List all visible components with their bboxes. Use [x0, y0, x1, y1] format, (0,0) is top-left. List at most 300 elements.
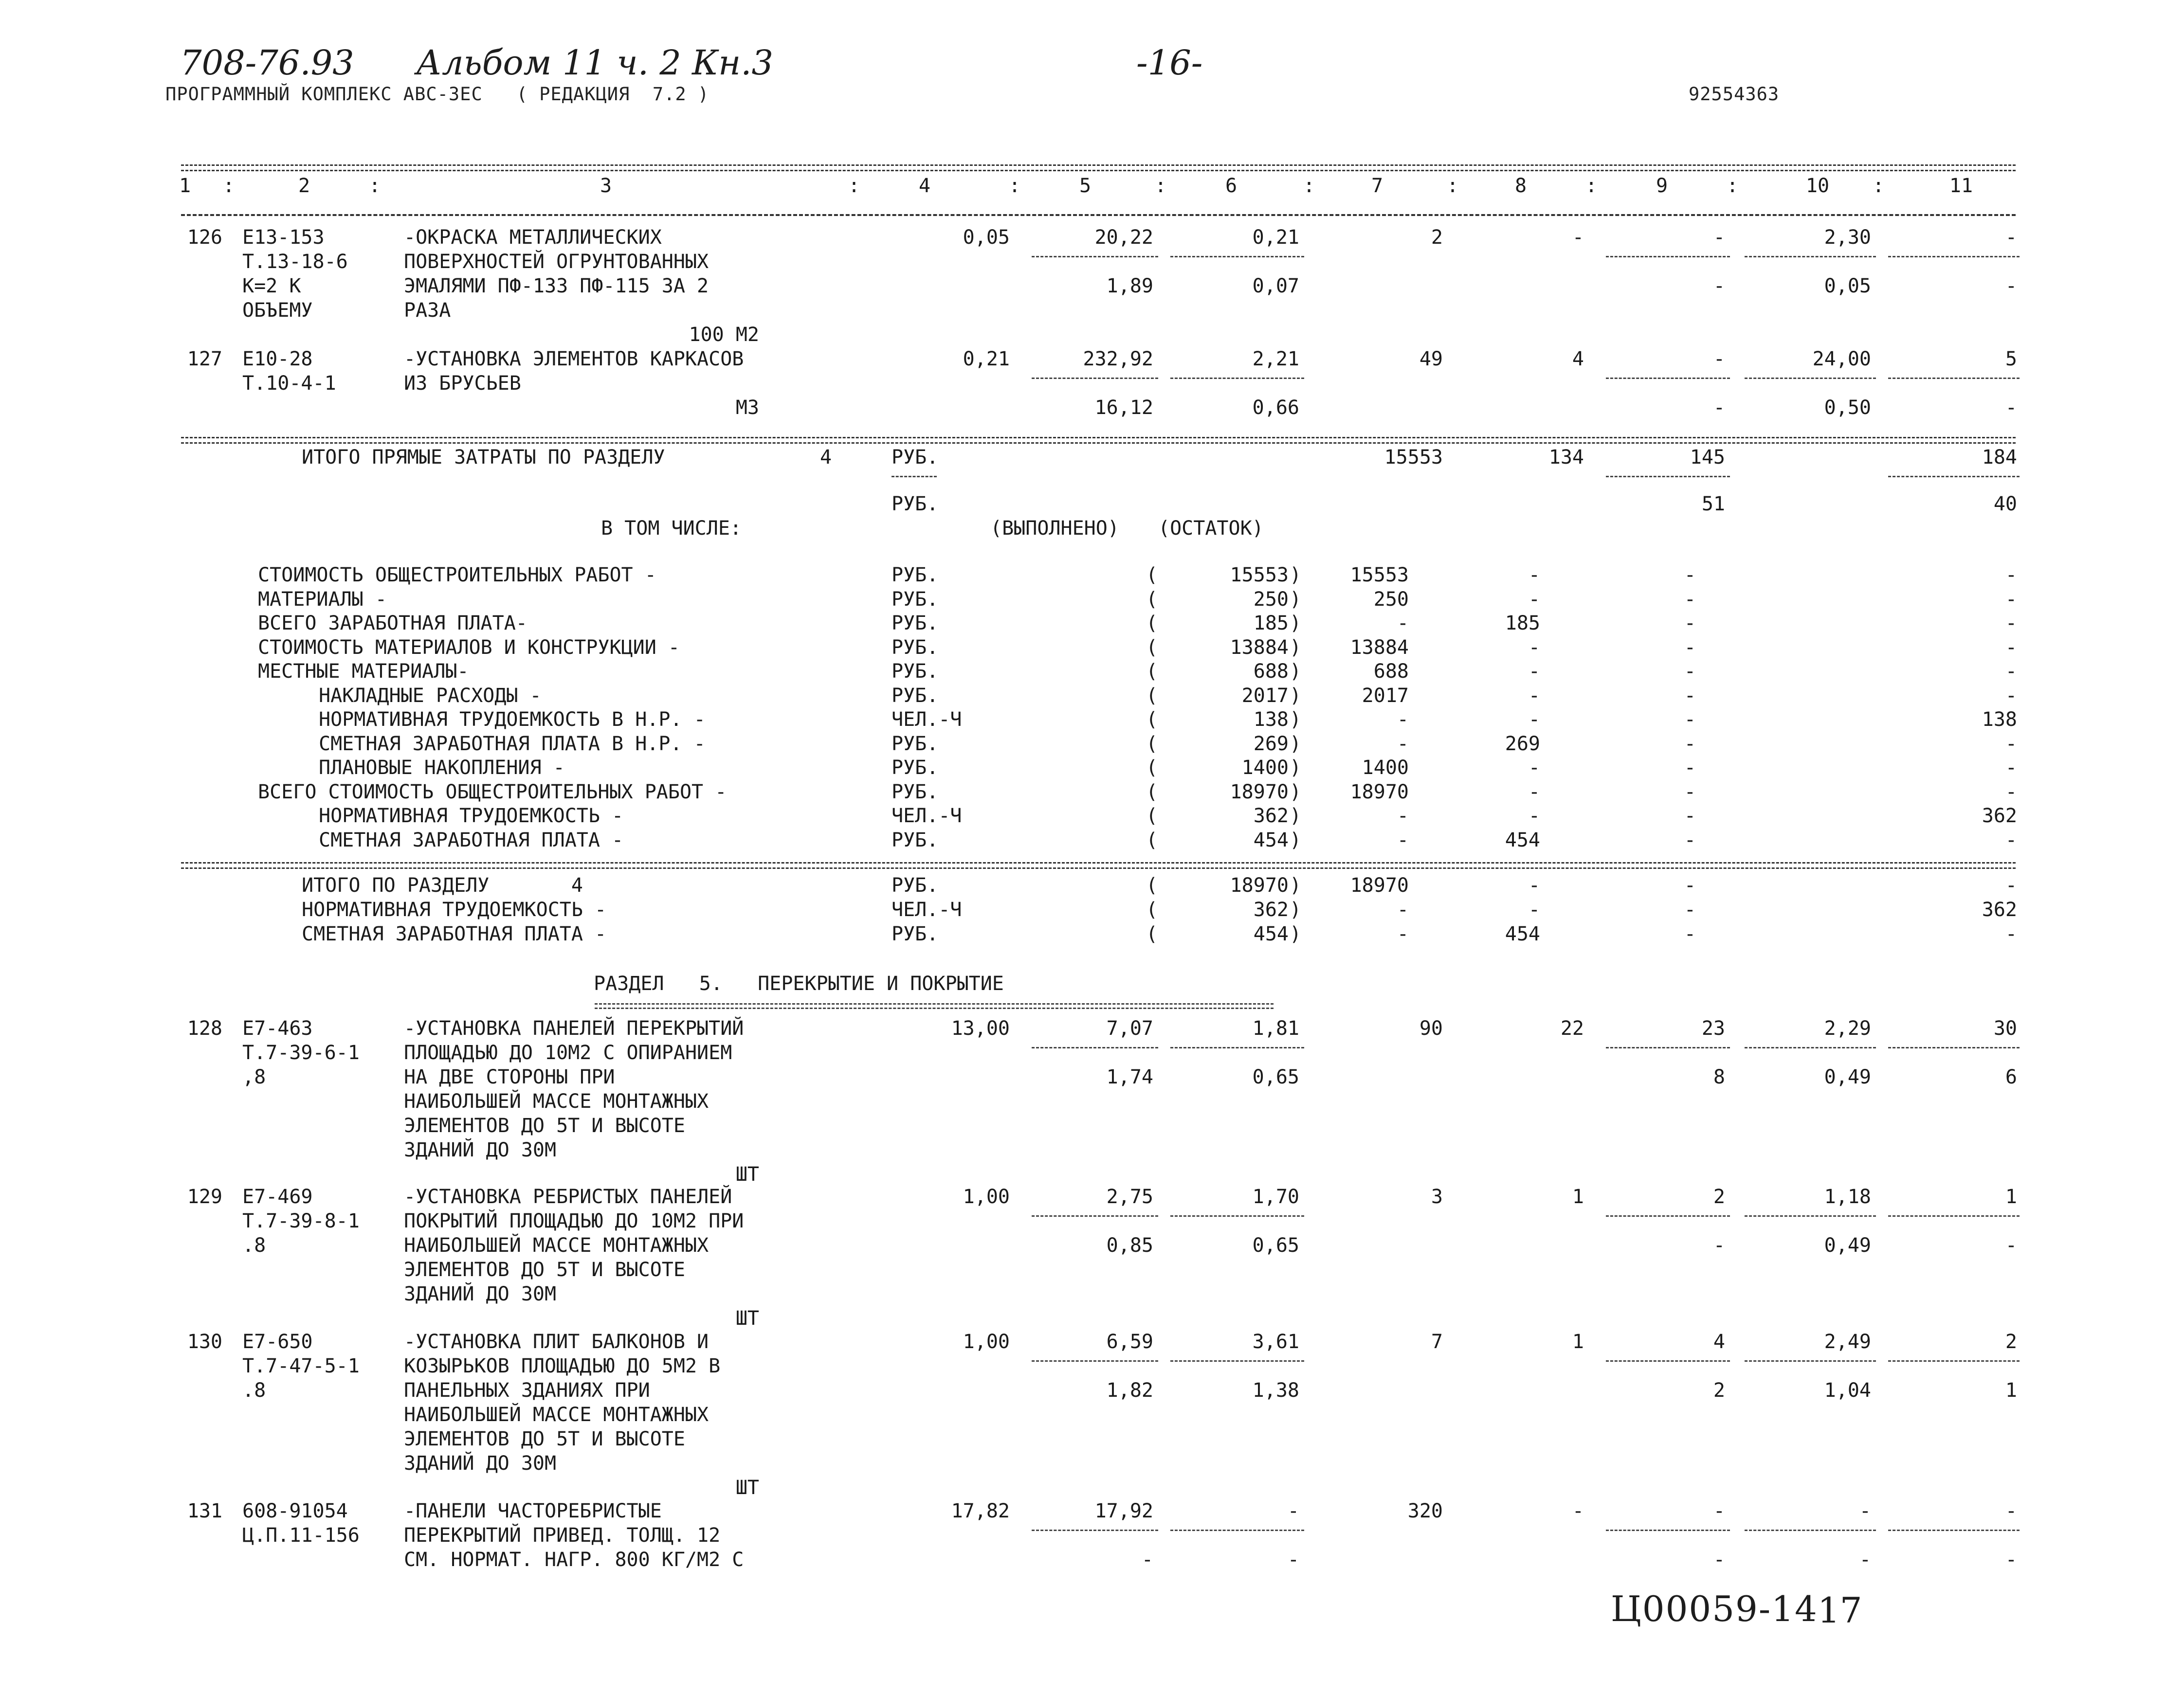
section4-total-paren-value: 362	[1253, 899, 1289, 921]
item-129-description-line: НАИБОЛЬШЕЙ МАССЕ МОНТАЖНЫХ	[404, 1234, 709, 1257]
breakdown-paren-close: )	[1290, 564, 1302, 586]
breakdown-col7: 15553	[1350, 564, 1409, 586]
item-131-col5-b: -	[1141, 1549, 1153, 1571]
breakdown-paren-open: (	[1146, 588, 1158, 611]
section-total-col9: 145	[1690, 446, 1725, 469]
item-129-description-line: -УСТАНОВКА РЕБРИСТЫХ ПАНЕЛЕЙ	[404, 1186, 732, 1208]
breakdown-unit: РУБ.	[892, 829, 939, 851]
breakdown-paren-value: 454	[1253, 829, 1289, 851]
item-126-col9-b: -	[1713, 275, 1725, 297]
breakdown-col8: 269	[1505, 732, 1540, 755]
item-131-col9-b: -	[1713, 1549, 1725, 1571]
breakdown-paren-value: 269	[1253, 732, 1289, 755]
item-128-subtotal-divider	[1888, 1047, 2020, 1048]
breakdown-col11: -	[2005, 684, 2017, 707]
item-127-description-line: -УСТАНОВКА ЭЛЕМЕНТОВ КАРКАСОВ	[404, 348, 744, 370]
item-126-description-line: ЭМАЛЯМИ ПФ-133 ПФ-115 ЗА 2	[404, 275, 709, 297]
section4-total-col7: -	[1397, 899, 1409, 921]
item-126-col9-a: -	[1713, 226, 1725, 249]
item-131-col6-b: -	[1287, 1549, 1299, 1571]
item-131-col9-a: -	[1713, 1500, 1725, 1522]
breakdown-col7: 2017	[1362, 684, 1409, 707]
item-131-code-line: Ц.П.11-156	[242, 1524, 360, 1547]
breakdown-col8: -	[1528, 684, 1540, 707]
breakdown-label: МАТЕРИАЛЫ -	[258, 588, 387, 611]
breakdown-col9: -	[1684, 636, 1696, 659]
breakdown-unit: ЧЕЛ.-Ч	[892, 805, 962, 827]
item-129-col8: 1	[1572, 1186, 1584, 1208]
item-128-subtotal-divider	[1745, 1047, 1876, 1048]
column-header-1: 1	[179, 175, 191, 197]
item-126-col11-b: -	[2005, 275, 2017, 297]
item-128-col7: 90	[1419, 1017, 1443, 1040]
breakdown-paren-value: 2017	[1241, 684, 1289, 707]
breakdown-col9: -	[1684, 708, 1696, 731]
item-126-col7: 2	[1431, 226, 1443, 249]
breakdown-label: СМЕТНАЯ ЗАРАБОТНАЯ ПЛАТА -	[319, 829, 624, 851]
breakdown-col8: -	[1528, 708, 1540, 731]
item-128-col6-a: 1,81	[1252, 1017, 1299, 1040]
breakdown-col11: -	[2005, 612, 2017, 634]
section-total-unit-2: РУБ.	[892, 493, 939, 515]
breakdown-paren-open: (	[1146, 780, 1158, 803]
item-130-code-line: Е7-650	[242, 1331, 313, 1353]
item-127-col6-a: 2,21	[1252, 348, 1299, 370]
breakdown-col7: 13884	[1350, 636, 1409, 659]
breakdown-paren-value: 688	[1253, 660, 1289, 683]
item-130-description-line: ЗДАНИЙ ДО 30М	[404, 1452, 557, 1475]
item-131-subtotal-divider	[1032, 1530, 1158, 1531]
breakdown-paren-value: 362	[1253, 805, 1289, 827]
breakdown-paren-close: )	[1290, 757, 1302, 779]
item-126-col11-a: -	[2005, 226, 2017, 249]
table-top-rule	[181, 164, 2016, 171]
item-126-subtotal-divider	[1032, 256, 1158, 257]
item-127-code-line: Е10-28	[242, 348, 313, 370]
column-separator: :	[1585, 175, 1598, 197]
breakdown-paren-value: 1400	[1241, 757, 1289, 779]
item-130-col5-a: 6,59	[1106, 1331, 1153, 1353]
item-128-description-line: ЭЛЕМЕНТОВ ДО 5Т И ВЫСОТЕ	[404, 1115, 685, 1137]
item-131-col7: 320	[1407, 1500, 1443, 1522]
breakdown-col11: 138	[1982, 708, 2017, 731]
breakdown-col8: -	[1528, 757, 1540, 779]
item-128-quantity: 13,00	[951, 1017, 1010, 1040]
item-129-col9-b: -	[1713, 1234, 1725, 1257]
section-total-col8: 134	[1548, 446, 1584, 469]
breakdown-paren-close: )	[1290, 805, 1302, 827]
breakdown-paren-value: 15553	[1230, 564, 1289, 586]
breakdown-label: СМЕТНАЯ ЗАРАБОТНАЯ ПЛАТА В Н.Р. -	[319, 732, 706, 755]
column-header-9: 9	[1656, 175, 1668, 197]
item-130-code-line: .8	[242, 1379, 266, 1402]
item-126-unit: 100 М2	[689, 324, 759, 346]
section4-total-paren-open: (	[1146, 874, 1158, 897]
document-stamp: Ц00059-14	[1611, 1588, 1818, 1629]
item-130-col10-a: 2,49	[1824, 1331, 1871, 1353]
rest-label: (ОСТАТОК)	[1158, 517, 1264, 540]
item-129-col5-a: 2,75	[1106, 1186, 1153, 1208]
breakdown-col11: -	[2005, 588, 2017, 611]
item-127-col11-a: 5	[2005, 348, 2017, 370]
item-128-col10-a: 2,29	[1824, 1017, 1871, 1040]
item-128-code-line: ,8	[242, 1066, 266, 1088]
item-129-col6-a: 1,70	[1252, 1186, 1299, 1208]
breakdown-paren-close: )	[1290, 708, 1302, 731]
item-127-col11-b: -	[2005, 397, 2017, 419]
column-header-6: 6	[1225, 175, 1238, 197]
item-128-col8: 22	[1560, 1017, 1584, 1040]
breakdown-col9: -	[1684, 660, 1696, 683]
section4-total-paren-value: 454	[1253, 923, 1289, 945]
item-129-col10-b: 0,49	[1824, 1234, 1871, 1257]
item-128-col10-b: 0,49	[1824, 1066, 1871, 1088]
breakdown-col9: -	[1684, 805, 1696, 827]
section-total-col11-b: 40	[1993, 493, 2017, 515]
item-130-subtotal-divider	[1745, 1360, 1876, 1362]
item-130-subtotal-divider	[1032, 1360, 1158, 1362]
item-129-subtotal-divider	[1606, 1215, 1730, 1217]
column-separator: :	[1446, 175, 1459, 197]
breakdown-unit: РУБ.	[892, 757, 939, 779]
item-130-col6-a: 3,61	[1252, 1331, 1299, 1353]
item-131-subtotal-divider	[1888, 1530, 2020, 1531]
item-126-col6-b: 0,07	[1252, 275, 1299, 297]
breakdown-label: НАКЛАДНЫЕ РАСХОДЫ -	[319, 684, 542, 707]
item-129-subtotal-divider	[1745, 1215, 1876, 1217]
column-separator: :	[1008, 175, 1021, 197]
item-131-subtotal-divider	[1170, 1530, 1304, 1531]
breakdown-col8: 185	[1505, 612, 1540, 634]
breakdown-paren-value: 138	[1253, 708, 1289, 731]
item-128-subtotal-divider	[1606, 1047, 1730, 1048]
breakdown-paren-value: 13884	[1230, 636, 1289, 659]
item-126-col10-b: 0,05	[1824, 275, 1871, 297]
item-127-subtotal-divider	[1606, 378, 1730, 379]
breakdown-col9: -	[1684, 732, 1696, 755]
item-129-quantity: 1,00	[963, 1186, 1010, 1208]
column-separator: :	[368, 175, 381, 197]
section4-total-label: СМЕТНАЯ ЗАРАБОТНАЯ ПЛАТА -	[302, 923, 607, 945]
section4-total-paren-close: )	[1290, 923, 1302, 945]
section4-total-label: НОРМАТИВНАЯ ТРУДОЕМКОСТЬ -	[302, 899, 607, 921]
item-126-description-line: РАЗА	[404, 299, 451, 322]
breakdown-col8: 454	[1505, 829, 1540, 851]
album-title: Альбом 11 ч. 2 Кн.3	[416, 43, 774, 83]
item-127-col8: 4	[1572, 348, 1584, 370]
item-127-number: 127	[187, 348, 222, 370]
item-130-subtotal-divider	[1170, 1360, 1304, 1362]
item-128-subtotal-divider	[1170, 1047, 1304, 1048]
breakdown-paren-close: )	[1290, 612, 1302, 634]
item-127-col10-b: 0,50	[1824, 397, 1871, 419]
section4-total-col11: -	[2005, 874, 2017, 897]
item-130-col6-b: 1,38	[1252, 1379, 1299, 1402]
breakdown-paren-close: )	[1290, 780, 1302, 803]
section-total-divider	[1888, 476, 2020, 477]
item-126-quantity: 0,05	[963, 226, 1010, 249]
breakdown-unit: РУБ.	[892, 660, 939, 683]
item-127-col5-b: 16,12	[1094, 397, 1153, 419]
breakdown-col9: -	[1684, 564, 1696, 586]
item-130-col5-b: 1,82	[1106, 1379, 1153, 1402]
item-127-subtotal-divider	[1032, 378, 1158, 379]
item-129-description-line: ЭЛЕМЕНТОВ ДО 5Т И ВЫСОТЕ	[404, 1259, 685, 1281]
page-marker: -16-	[1136, 43, 1203, 83]
document-number: 92554363	[1689, 84, 1780, 105]
section4-total-col8: -	[1528, 899, 1540, 921]
breakdown-paren-value: 18970	[1230, 780, 1289, 803]
item-130-description-line: КОЗЫРЬКОВ ПЛОЩАДЬЮ ДО 5М2 В	[404, 1355, 721, 1377]
item-130-subtotal-divider	[1888, 1360, 2020, 1362]
section-total-col11: 184	[1982, 446, 2017, 469]
item-131-col10-b: -	[1859, 1549, 1871, 1571]
breakdown-paren-open: (	[1146, 757, 1158, 779]
column-header-8: 8	[1514, 175, 1527, 197]
section4-total-col11: -	[2005, 923, 2017, 945]
section4-total-paren-open: (	[1146, 899, 1158, 921]
section4-total-paren-close: )	[1290, 899, 1302, 921]
breakdown-col11: -	[2005, 780, 2017, 803]
item-128-description-line: ПЛОЩАДЬЮ ДО 10М2 С ОПИРАНИЕМ	[404, 1042, 732, 1064]
item-130-subtotal-divider	[1606, 1360, 1730, 1362]
breakdown-unit: ЧЕЛ.-Ч	[892, 708, 962, 731]
breakdown-label: НОРМАТИВНАЯ ТРУДОЕМКОСТЬ -	[319, 805, 624, 827]
item-127-col9-a: -	[1713, 348, 1725, 370]
column-header-3: 3	[600, 175, 612, 197]
item-128-number: 128	[187, 1017, 222, 1040]
item-129-col11-b: -	[2005, 1234, 2017, 1257]
section-total-number: 4	[820, 446, 832, 469]
breakdown-col8: -	[1528, 588, 1540, 611]
column-header-rule	[181, 214, 2016, 216]
breakdown-col11: -	[2005, 829, 2017, 851]
breakdown-paren-open: (	[1146, 660, 1158, 683]
item-129-description-line: ПОКРЫТИЙ ПЛОЩАДЬЮ ДО 10М2 ПРИ	[404, 1210, 744, 1232]
section4-total-unit: ЧЕЛ.-Ч	[892, 899, 962, 921]
item-128-unit: ШТ	[735, 1163, 759, 1186]
breakdown-label: ПЛАНОВЫЕ НАКОПЛЕНИЯ -	[319, 757, 565, 779]
item-127-description-line: ИЗ БРУСЬЕВ	[404, 372, 521, 395]
item-130-col9-a: 4	[1713, 1331, 1725, 1353]
column-header-11: 11	[1949, 175, 1973, 197]
item-126-subtotal-divider	[1888, 256, 2020, 257]
breakdown-paren-close: )	[1290, 732, 1302, 755]
breakdown-col9: -	[1684, 684, 1696, 707]
item-126-number: 126	[187, 226, 222, 249]
item-129-col7: 3	[1431, 1186, 1443, 1208]
breakdown-label: СТОИМОСТЬ ОБЩЕСТРОИТЕЛЬНЫХ РАБОТ -	[258, 564, 656, 586]
breakdown-paren-open: (	[1146, 612, 1158, 634]
section4-total-unit: РУБ.	[892, 923, 939, 945]
item-127-subtotal-divider	[1888, 378, 2020, 379]
item-126-code-line: К=2 К	[242, 275, 301, 297]
item-131-col8: -	[1572, 1500, 1584, 1522]
item-126-code-line: Т.13-18-6	[242, 251, 348, 273]
breakdown-col11: -	[2005, 636, 2017, 659]
column-separator: :	[1726, 175, 1739, 197]
breakdown-col9: -	[1684, 829, 1696, 851]
breakdown-col8: -	[1528, 780, 1540, 803]
item-131-description-line: -ПАНЕЛИ ЧАСТОРЕБРИСТЫЕ	[404, 1500, 662, 1522]
breakdown-paren-open: (	[1146, 636, 1158, 659]
breakdown-col7: 688	[1373, 660, 1409, 683]
item-126-code-line: Е13-153	[242, 226, 325, 249]
breakdown-col11: -	[2005, 732, 2017, 755]
breakdown-col7: 250	[1373, 588, 1409, 611]
sheet-number: 17	[1818, 1590, 1862, 1631]
breakdown-label: ВСЕГО ЗАРАБОТНАЯ ПЛАТА-	[258, 612, 528, 634]
item-130-unit: ШТ	[735, 1477, 759, 1499]
item-128-col11-a: 30	[1993, 1017, 2017, 1040]
section4-total-col9: -	[1684, 923, 1696, 945]
item-130-description-line: НАИБОЛЬШЕЙ МАССЕ МОНТАЖНЫХ	[404, 1404, 709, 1426]
section4-total-col7: 18970	[1350, 874, 1409, 897]
breakdown-paren-close: )	[1290, 660, 1302, 683]
breakdown-col11: -	[2005, 564, 2017, 586]
section4-total-col8: 454	[1505, 923, 1540, 945]
item-130-col7: 7	[1431, 1331, 1443, 1353]
item-128-col5-a: 7,07	[1106, 1017, 1153, 1040]
item-129-code-line: Т.7-39-8-1	[242, 1210, 360, 1232]
column-separator: :	[1872, 175, 1885, 197]
breakdown-col9: -	[1684, 780, 1696, 803]
breakdown-col7: -	[1397, 612, 1409, 634]
breakdown-paren-value: 250	[1253, 588, 1289, 611]
item-128-col6-b: 0,65	[1252, 1066, 1299, 1088]
breakdown-col8: -	[1528, 660, 1540, 683]
item-130-code-line: Т.7-47-5-1	[242, 1355, 360, 1377]
item-127-col7: 49	[1419, 348, 1443, 370]
item-130-col11-a: 2	[2005, 1331, 2017, 1353]
section4-total-col11: 362	[1982, 899, 2017, 921]
breakdown-col8: -	[1528, 564, 1540, 586]
column-separator: :	[1154, 175, 1167, 197]
item-130-quantity: 1,00	[963, 1331, 1010, 1353]
section-total-divider	[1606, 476, 1730, 477]
section4-total-col8: -	[1528, 874, 1540, 897]
section4-total-unit: РУБ.	[892, 874, 939, 897]
column-separator: :	[1303, 175, 1315, 197]
item-129-col10-a: 1,18	[1824, 1186, 1871, 1208]
breakdown-end-rule	[181, 862, 2016, 869]
item-130-col10-b: 1,04	[1824, 1379, 1871, 1402]
item-130-col11-b: 1	[2005, 1379, 2017, 1402]
breakdown-unit: РУБ.	[892, 732, 939, 755]
item-127-subtotal-divider	[1745, 378, 1876, 379]
breakdown-paren-close: )	[1290, 588, 1302, 611]
section-total-divider	[892, 476, 937, 477]
breakdown-col11: -	[2005, 660, 2017, 683]
album-code: 708-76.93	[180, 43, 354, 83]
item-128-code-line: Т.7-39-6-1	[242, 1042, 360, 1064]
breakdown-col7: 1400	[1362, 757, 1409, 779]
breakdown-col7: -	[1397, 708, 1409, 731]
item-127-col6-b: 0,66	[1252, 397, 1299, 419]
breakdown-col7: 18970	[1350, 780, 1409, 803]
item-126-col6-a: 0,21	[1252, 226, 1299, 249]
section4-total-col9: -	[1684, 899, 1696, 921]
section-total-rule	[181, 437, 2016, 444]
item-131-description-line: ПЕРЕКРЫТИЙ ПРИВЕД. ТОЛЩ. 12	[404, 1524, 721, 1547]
program-line: ПРОГРАММНЫЙ КОМПЛЕКС АВС-3ЕС ( РЕДАКЦИЯ 7.2 )	[165, 84, 710, 105]
item-126-col10-a: 2,30	[1824, 226, 1871, 249]
section-total-col7: 15553	[1384, 446, 1443, 469]
item-129-description-line: ЗДАНИЙ ДО 30М	[404, 1283, 557, 1305]
breakdown-label: НОРМАТИВНАЯ ТРУДОЕМКОСТЬ В Н.Р. -	[319, 708, 706, 731]
item-130-description-line: -УСТАНОВКА ПЛИТ БАЛКОНОВ И	[404, 1331, 709, 1353]
item-131-col6-a: -	[1287, 1500, 1299, 1522]
item-127-col5-a: 232,92	[1083, 348, 1153, 370]
section-5-title-underline	[595, 1003, 1274, 1005]
item-131-code-line: 608-91054	[242, 1500, 348, 1522]
item-128-col9-b: 8	[1713, 1066, 1725, 1088]
item-131-number: 131	[187, 1500, 222, 1522]
item-128-description-line: НА ДВЕ СТОРОНЫ ПРИ	[404, 1066, 615, 1088]
column-header-4: 4	[918, 175, 931, 197]
breakdown-paren-open: (	[1146, 564, 1158, 586]
column-header-7: 7	[1371, 175, 1383, 197]
section4-total-col9: -	[1684, 874, 1696, 897]
item-126-code-line: ОБЪЕМУ	[242, 299, 313, 322]
item-126-subtotal-divider	[1606, 256, 1730, 257]
breakdown-col7: -	[1397, 829, 1409, 851]
item-129-unit: ШТ	[735, 1307, 759, 1330]
breakdown-col11: -	[2005, 757, 2017, 779]
column-header-10: 10	[1805, 175, 1830, 197]
item-129-subtotal-divider	[1170, 1215, 1304, 1217]
column-header-2: 2	[298, 175, 310, 197]
item-129-col9-a: 2	[1713, 1186, 1725, 1208]
breakdown-label: МЕСТНЫЕ МАТЕРИАЛЫ-	[258, 660, 469, 683]
item-131-subtotal-divider	[1745, 1530, 1876, 1531]
item-131-col5-a: 17,92	[1094, 1500, 1153, 1522]
breakdown-paren-value: 185	[1253, 612, 1289, 634]
item-127-col9-b: -	[1713, 397, 1725, 419]
item-130-col9-b: 2	[1713, 1379, 1725, 1402]
breakdown-paren-close: )	[1290, 636, 1302, 659]
breakdown-unit: РУБ.	[892, 612, 939, 634]
column-separator: :	[222, 175, 235, 197]
item-131-col10-a: -	[1859, 1500, 1871, 1522]
breakdown-unit: РУБ.	[892, 564, 939, 586]
section-total-label: ИТОГО ПРЯМЫЕ ЗАТРАТЫ ПО РАЗДЕЛУ	[302, 446, 665, 469]
item-127-col10-a: 24,00	[1812, 348, 1871, 370]
item-129-col6-b: 0,65	[1252, 1234, 1299, 1257]
item-131-col11-b: -	[2005, 1549, 2017, 1571]
item-126-col5-b: 1,89	[1106, 275, 1153, 297]
item-126-col8: -	[1572, 226, 1584, 249]
breakdown-paren-open: (	[1146, 708, 1158, 731]
column-header-5: 5	[1079, 175, 1092, 197]
item-126-description-line: ПОВЕРХНОСТЕЙ ОГРУНТОВАННЫХ	[404, 251, 709, 273]
item-128-description-line: ЗДАНИЙ ДО 30М	[404, 1139, 557, 1161]
breakdown-col9: -	[1684, 588, 1696, 611]
section-total-col9-b: 51	[1701, 493, 1725, 515]
item-128-col9-a: 23	[1701, 1017, 1725, 1040]
item-129-code-line: .8	[242, 1234, 266, 1257]
item-128-description-line: НАИБОЛЬШЕЙ МАССЕ МОНТАЖНЫХ	[404, 1090, 709, 1113]
breakdown-paren-open: (	[1146, 829, 1158, 851]
item-130-description-line: ПАНЕЛЬНЫХ ЗДАНИЯХ ПРИ	[404, 1379, 650, 1402]
item-131-subtotal-divider	[1606, 1530, 1730, 1531]
item-126-subtotal-divider	[1170, 256, 1304, 257]
item-129-subtotal-divider	[1032, 1215, 1158, 1217]
breakdown-col8: -	[1528, 805, 1540, 827]
breakdown-paren-open: (	[1146, 684, 1158, 707]
item-129-code-line: Е7-469	[242, 1186, 313, 1208]
item-127-quantity: 0,21	[963, 348, 1010, 370]
